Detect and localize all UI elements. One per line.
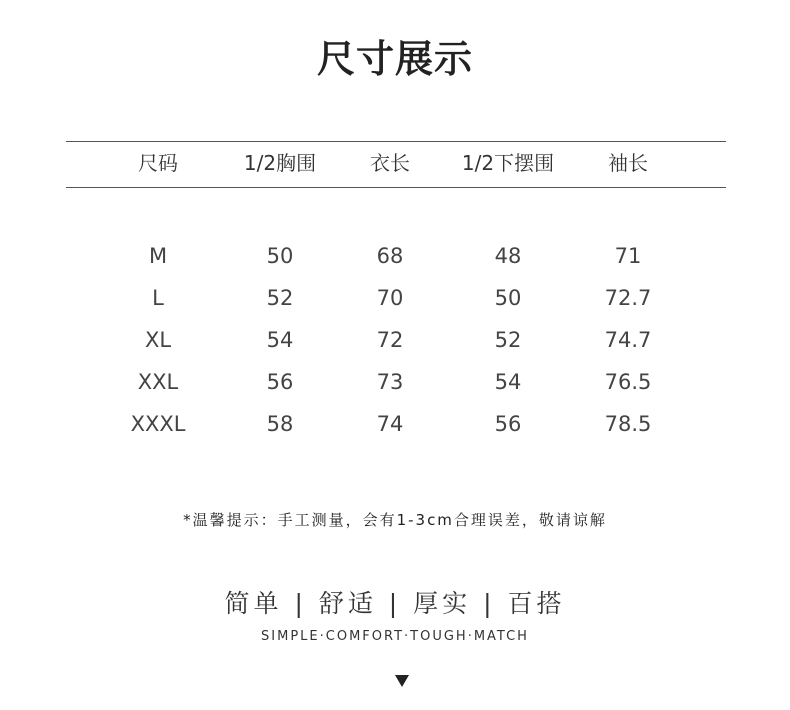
table-cell-sleeve: 76.5 bbox=[604, 370, 652, 394]
header-length: 衣长 bbox=[370, 151, 410, 175]
table-cell-half-hem: 56 bbox=[494, 412, 522, 436]
triangle-down-icon bbox=[395, 675, 409, 687]
table-cell-length: 68 bbox=[376, 244, 404, 268]
page-title: 尺寸展示 bbox=[316, 37, 473, 81]
table-cell-size: XXXL bbox=[130, 412, 186, 436]
table-cell-half-chest: 52 bbox=[266, 286, 294, 310]
table-cell-half-chest: 50 bbox=[266, 244, 294, 268]
table-cell-sleeve: 71 bbox=[614, 244, 642, 268]
header-size: 尺码 bbox=[138, 151, 178, 175]
table-cell-half-chest: 56 bbox=[266, 370, 294, 394]
table-cell-sleeve: 72.7 bbox=[604, 286, 652, 310]
table-cell-size: M bbox=[148, 244, 168, 268]
table-cell-size: L bbox=[152, 286, 164, 310]
header-sleeve: 袖长 bbox=[608, 151, 648, 175]
slogan-english: SIMPLE·COMFORT·TOUGH·MATCH bbox=[261, 629, 529, 644]
table-top-rule bbox=[66, 141, 726, 142]
table-cell-length: 73 bbox=[376, 370, 404, 394]
header-half-chest: 1/2胸围 bbox=[243, 151, 317, 175]
header-half-hem: 1/2下摆围 bbox=[461, 151, 555, 175]
table-cell-half-hem: 50 bbox=[494, 286, 522, 310]
table-cell-length: 72 bbox=[376, 328, 404, 352]
table-cell-half-hem: 48 bbox=[494, 244, 522, 268]
measurement-note: *温馨提示：手工测量，会有1-3cm合理误差，敬请谅解 bbox=[183, 511, 607, 529]
table-cell-length: 74 bbox=[376, 412, 404, 436]
slogan: 简单 | 舒适 | 厚实 | 百搭 bbox=[224, 589, 566, 618]
table-cell-size: XL bbox=[144, 328, 172, 352]
table-cell-half-chest: 54 bbox=[266, 328, 294, 352]
table-cell-size: XXL bbox=[137, 370, 179, 394]
table-header-rule bbox=[66, 187, 726, 188]
table-cell-length: 70 bbox=[376, 286, 404, 310]
table-cell-half-hem: 54 bbox=[494, 370, 522, 394]
table-cell-half-chest: 58 bbox=[266, 412, 294, 436]
table-cell-sleeve: 78.5 bbox=[604, 412, 652, 436]
table-cell-half-hem: 52 bbox=[494, 328, 522, 352]
table-cell-sleeve: 74.7 bbox=[604, 328, 652, 352]
